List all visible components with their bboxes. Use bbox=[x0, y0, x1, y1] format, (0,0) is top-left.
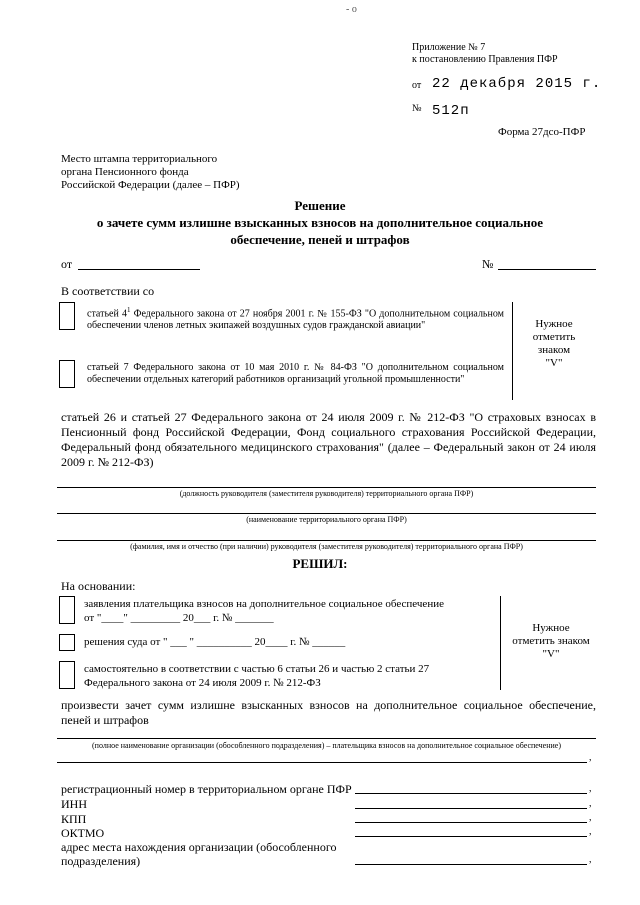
position-field[interactable] bbox=[57, 487, 596, 488]
decided-heading: РЕШИЛ: bbox=[292, 556, 348, 571]
number-label: № bbox=[482, 257, 494, 271]
payer-caption: (полное наименование организации (обособленного подразделения) – плательщика взносов на дополнительное социальное обеспечение) bbox=[92, 741, 561, 750]
from-label: от bbox=[61, 257, 73, 271]
oktmo-comma: , bbox=[589, 826, 592, 837]
reg-label: регистрационный номер в территориальном органе ПФР bbox=[61, 782, 352, 796]
reg-field[interactable] bbox=[355, 793, 587, 794]
addr-field[interactable] bbox=[355, 864, 587, 865]
inn-label: ИНН bbox=[61, 797, 87, 811]
option1-checkbox[interactable] bbox=[59, 302, 75, 330]
basis1-checkbox[interactable] bbox=[59, 596, 75, 624]
basis1-line1: заявления плательщика взносов на дополнительное социальное обеспечение bbox=[84, 598, 444, 610]
note2-bracket bbox=[500, 596, 501, 690]
kpp-label: КПП bbox=[61, 812, 87, 826]
appendix-date-prefix: от bbox=[412, 80, 422, 91]
mark-note-1: Нужное отметить знаком "V" bbox=[532, 318, 576, 369]
form-code: Форма 27дсо-ПФР bbox=[498, 126, 586, 138]
option2-text: статьей 7 Федерального закона от 10 мая 2010 г. № 84-ФЗ "О дополнительном социальном обеспечении отдельных категорий работников организаций угольной промышленности" bbox=[87, 362, 504, 385]
doc-title: Решение bbox=[294, 198, 346, 213]
appendix-num: 512п bbox=[432, 103, 470, 119]
basis2-checkbox[interactable] bbox=[59, 634, 75, 651]
kpp-field[interactable] bbox=[355, 822, 587, 823]
from-date-field[interactable] bbox=[78, 269, 200, 270]
payer-comma: , bbox=[589, 752, 592, 763]
payer-top-line bbox=[57, 738, 596, 739]
doc-subtitle-1: о зачете сумм излишне взысканных взносов на дополнительное социальное bbox=[96, 215, 544, 230]
oktmo-field[interactable] bbox=[355, 836, 587, 837]
fio-caption: (фамилия, имя и отчество (при наличии) руководителя (заместителя руководителя) территориального органа ПФР) bbox=[130, 542, 523, 551]
stamp-line1: Место штампа территориального bbox=[61, 153, 218, 165]
option2-checkbox[interactable] bbox=[59, 360, 75, 388]
note1-bracket bbox=[512, 302, 513, 400]
org-name-caption: (наименование территориального органа ПФР) bbox=[246, 515, 407, 524]
option1-text: статьей $4^1$ Федерального закона от 27 ноября 2001 г. № 155-ФЗ "О дополнительном социальном обеспечении членов летных экипажей воздушных судов гражданской авиации" bbox=[87, 306, 504, 332]
payer-field[interactable] bbox=[57, 762, 587, 763]
oktmo-label: ОКТМО bbox=[61, 826, 105, 840]
inn-comma: , bbox=[589, 798, 592, 809]
according-label: В соответствии со bbox=[61, 284, 155, 298]
basis-label: На основании: bbox=[61, 579, 136, 593]
basis3-checkbox[interactable] bbox=[59, 661, 75, 689]
basis3-line2: Федерального закона от 24 июля 2009 г. № 212-ФЗ bbox=[84, 677, 321, 689]
stamp-line2: органа Пенсионного фонда bbox=[61, 166, 189, 178]
reg-comma: , bbox=[589, 783, 592, 794]
addr-comma: , bbox=[589, 854, 592, 865]
fio-field[interactable] bbox=[57, 540, 596, 541]
appendix-date: 22 декабря 2015 г. bbox=[432, 76, 602, 92]
basis1-line2: от "____" _________ 20___ г. № _______ bbox=[84, 612, 274, 624]
org-name-field[interactable] bbox=[57, 513, 596, 514]
addr-label-2: подразделения) bbox=[61, 854, 141, 868]
appendix-num-prefix: № bbox=[412, 103, 422, 114]
inn-field[interactable] bbox=[355, 808, 587, 809]
appendix-line1: Приложение № 7 bbox=[412, 42, 486, 53]
number-field[interactable] bbox=[498, 269, 596, 270]
law-paragraph: статьей 26 и статьей 27 Федерального закона от 24 июля 2009 г. № 212-ФЗ "О страховых взносах в Пенсионный фонд Российской Федерации, Фонд социального страхования Российской Федерации, Федеральный фонд обязательного медицинского страхования" (далее – Федеральный закон от 24 июля 2009 г. № 212-ФЗ) bbox=[61, 410, 596, 469]
header-mark: - о bbox=[346, 4, 357, 15]
addr-label-1: адрес места нахождения организации (обособленного bbox=[61, 840, 337, 854]
stamp-line3: Российской Федерации (далее – ПФР) bbox=[61, 179, 240, 191]
position-caption: (должность руководителя (заместителя руководителя) территориального органа ПФР) bbox=[179, 489, 474, 498]
doc-subtitle-2: обеспечение, пеней и штрафов bbox=[230, 232, 410, 247]
kpp-comma: , bbox=[589, 812, 592, 823]
basis2-text: решения суда от " ___ " __________ 20____ г. № ______ bbox=[84, 636, 346, 648]
produce-text: произвести зачет сумм излишне взысканных взносов на дополнительное социальное обеспечение, пеней и штрафов bbox=[61, 698, 596, 727]
appendix-line2: к постановлению Правления ПФР bbox=[412, 54, 558, 65]
basis3-line1: самостоятельно в соответствии с частью 6 статьи 26 и частью 2 статьи 27 bbox=[84, 663, 430, 675]
mark-note-2: Нужное отметить знаком "V" bbox=[512, 622, 590, 660]
